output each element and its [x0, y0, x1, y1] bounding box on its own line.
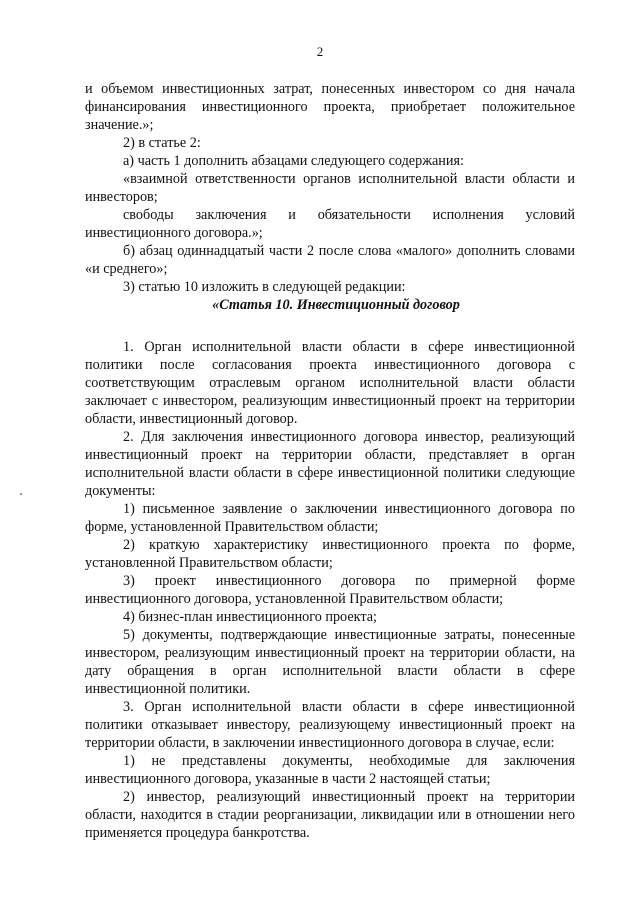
paragraph-subitem-a: а) часть 1 дополнить абзацами следующего содержания: — [123, 153, 464, 169]
title-spacer — [85, 314, 575, 338]
page-number: 2 — [316, 44, 324, 59]
article-part-3: 3. Орган исполнительной власти области в сфере инвестиционной политики отказывает инвестору, реализующему инвестиционный проект на территории области, в заключении инвестиционного договора в случае, если: — [85, 699, 575, 751]
part-2-item-3: 3) проект инвестиционного договора по примерной форме инвестиционного договора, установленной Правительством области; — [85, 573, 575, 607]
part-2-item-1: 1) письменное заявление о заключении инвестиционного договора по форме, установленной Правительством области; — [85, 501, 575, 535]
part-3-item-2: 2) инвестор, реализующий инвестиционный проект на территории области, находится в стадии реорганизации, ликвидации или в отношении него применяется процедура банкротства. — [85, 789, 575, 841]
paragraph-continuation: и объемом инвестиционных затрат, понесенных инвестором со дня начала финансирования инвестиционного проекта, приобретает положительное значение.»; — [85, 81, 575, 133]
paragraph-item-2: 2) в статье 2: — [123, 135, 201, 151]
margin-mark — [20, 493, 22, 495]
part-3-item-1: 1) не представлены документы, необходимые для заключения инвестиционного договора, указанные в части 2 настоящей статьи; — [85, 753, 575, 787]
paragraph-quote-freedom: свободы заключения и обязательности исполнения условий инвестиционного договора.»; — [85, 207, 575, 241]
paragraph-quote-responsibility: «взаимной ответственности органов исполнительной власти области и инвесторов; — [85, 171, 575, 205]
part-2-item-4: 4) бизнес-план инвестиционного проекта; — [123, 609, 377, 625]
part-2-item-2: 2) краткую характеристику инвестиционного проекта по форме, установленной Правительством области; — [85, 537, 575, 571]
part-2-item-5: 5) документы, подтверждающие инвестиционные затраты, понесенные инвестором, реализующим инвестиционный проект на территории области, на дату обращения в орган исполнительной власти области в сфере инвестиционной политики. — [85, 627, 575, 697]
article-title: «Статья 10. Инвестиционный договор — [212, 297, 460, 313]
article-part-2: 2. Для заключения инвестиционного договора инвестор, реализующий инвестиционный проект на территории области, представляет в орган исполнительной власти области в сфере инвестиционной политики следующие документы: — [85, 429, 575, 499]
document-body — [85, 80, 575, 842]
article-part-1: 1. Орган исполнительной власти области в сфере инвестиционной политики после согласования проекта инвестиционного договора с соответствующим отраслевым органом исполнительной власти области заключает с инвестором, реализующим инвестиционный проект на территории области, инвестиционный договор. — [85, 339, 575, 427]
paragraph-item-3: 3) статью 10 изложить в следующей редакции: — [123, 279, 406, 295]
paragraph-subitem-b: б) абзац одиннадцатый части 2 после слова «малого» дополнить словами «и среднего»; — [85, 243, 575, 277]
